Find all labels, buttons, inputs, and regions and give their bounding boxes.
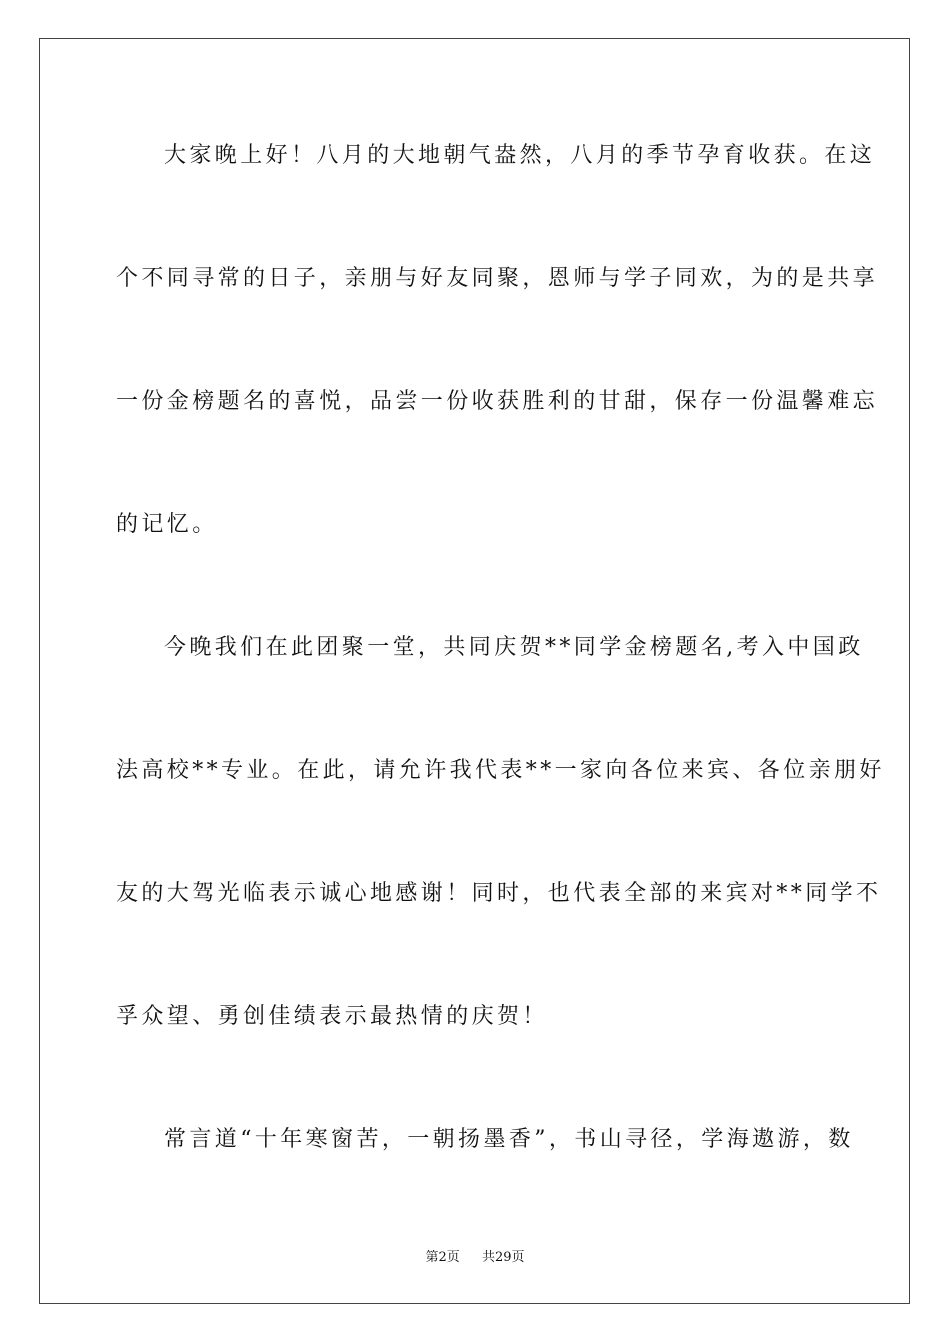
page-number: 第2页 xyxy=(425,1250,460,1265)
page-footer xyxy=(0,1246,950,1265)
page-total: 共29页 xyxy=(481,1250,525,1265)
paragraph-2-line-1: 今晚我们在此团聚一堂，共同庆贺**同学金榜题名,考入中国政 xyxy=(164,635,864,660)
paragraph-1-line-2: 个不同寻常的日子，亲朋与好友同聚，恩师与学子同欢，为的是共享 xyxy=(116,266,879,291)
paragraph-2-line-4: 孚众望、勇创佳绩表示最热情的庆贺！ xyxy=(116,1004,548,1029)
document-body xyxy=(116,125,885,1232)
paragraph-1-line-1: 大家晚上好！八月的大地朝气盎然，八月的季节孕育收获。在这 xyxy=(164,143,876,168)
paragraph-1-line-4: 的记忆。 xyxy=(116,512,218,537)
paragraph-3-line-1: 常言道“十年寒窗苦，一朝扬墨香”，书山寻径，学海遨游，数 xyxy=(164,1127,854,1152)
paragraph-2-line-3: 友的大驾光临表示诚心地感谢！同时，也代表全部的来宾对**同学不 xyxy=(116,881,882,906)
paragraph-2-line-2: 法高校**专业。在此，请允许我代表**一家向各位来宾、各位亲朋好 xyxy=(116,758,885,783)
paragraph-1-line-3: 一份金榜题名的喜悦，品尝一份收获胜利的甘甜，保存一份温馨难忘 xyxy=(116,389,879,414)
